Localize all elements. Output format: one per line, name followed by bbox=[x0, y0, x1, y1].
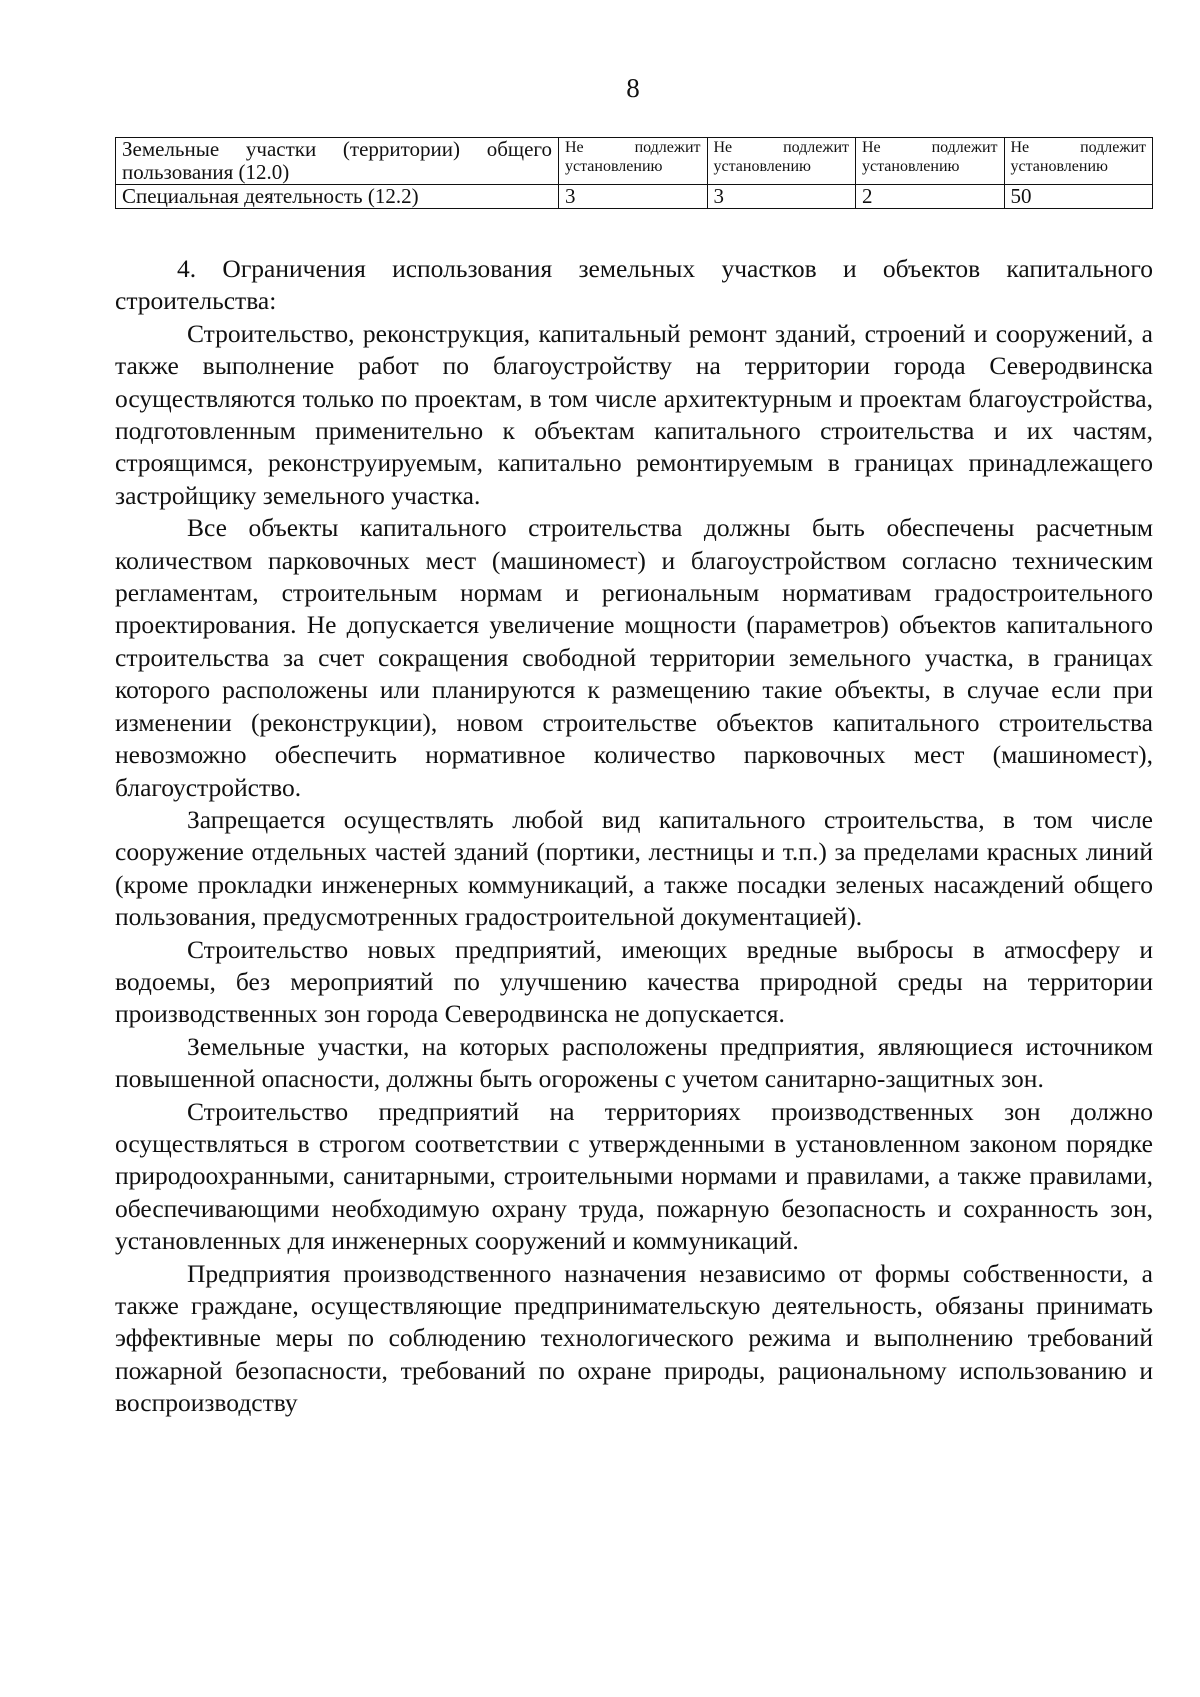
table-cell-value: Не подлежит установлению bbox=[707, 138, 856, 185]
paragraph: Строительство, реконструкция, капитальный ремонт зданий, строений и сооружений, а также выполнение работ по благоустройству на территории города Северодвинска осуществляются только по проектам, в том числе архитектурным и проектам благоустройства, подготовленным применительно к объектам капитального строительства и их частям, строящимся, реконструируемым, капитально ремонтируемым в границах принадлежащего застройщику земельного участка. bbox=[115, 318, 1153, 510]
table-cell-value: Не подлежит установлению bbox=[559, 138, 708, 185]
paragraph: Строительство предприятий на территориях производственных зон должно осуществляться в строгом соответствии с утвержденными в установленном законом порядке природоохранными, санитарными, строительными нормами и правилами, а также правилами, обеспечивающими необходимую охрану труда, пожарную безопасность и сохранность зон, установленных для инженерных сооружений и коммуникаций. bbox=[115, 1096, 1153, 1256]
table-cell-value: Не подлежит установлению bbox=[1004, 138, 1153, 185]
table-cell-zone-name: Земельные участки (территории) общего пользования (12.0) bbox=[116, 138, 559, 185]
paragraph: Запрещается осуществлять любой вид капитального строительства, в том числе сооружение отдельных частей зданий (портики, лестницы и т.п.) за пределами красных линий (кроме прокладки инженерных коммуникаций, а также посадки зеленых насаждений общего пользования, предусмотренных градостроительной документацией). bbox=[115, 804, 1153, 932]
table-row bbox=[116, 138, 1153, 185]
table-cell-value: 50 bbox=[1004, 185, 1153, 209]
section-heading: 4. Ограничения использования земельных участков и объектов капитального строительства: bbox=[115, 254, 1153, 316]
document-body bbox=[115, 253, 1153, 1420]
zone-parameters-table bbox=[115, 137, 1153, 209]
page-number: 8 bbox=[626, 73, 640, 103]
paragraph: Все объекты капитального строительства должны быть обеспечены расчетным количеством парковочных мест (машиномест) и благоустройством согласно техническим регламентам, строительным нормам и региональным нормативам градостроительного проектирования. Не допускается увеличение мощности (параметров) объектов капитального строительства за счет сокращения свободной территории земельного участка, в границах которого расположены или планируются к размещению такие объекты, в случае если при изменении (реконструкции), новом строительстве объектов капитального строительства невозможно обеспечить нормативное количество парковочных мест (машиномест), благоустройство. bbox=[115, 513, 1153, 802]
paragraph: Строительство новых предприятий, имеющих вредные выбросы в атмосферу и водоемы, без мероприятий по улучшению качества природной среды на территории производственных зон города Северодвинска не допускается. bbox=[115, 934, 1153, 1029]
paragraph: Земельные участки, на которых расположены предприятия, являющиеся источником повышенной опасности, должны быть огорожены с учетом санитарно-защитных зон. bbox=[115, 1031, 1153, 1094]
table-cell-value: 3 bbox=[559, 185, 708, 209]
table-cell-value: 3 bbox=[707, 185, 856, 209]
table-row bbox=[116, 185, 1153, 209]
paragraph: Предприятия производственного назначения независимо от формы собственности, а также граждане, осуществляющие предпринимательскую деятельность, обязаны принимать эффективные меры по соблюдению технологического режима и выполнению требований пожарной безопасности, требований по охране природы, рациональному использованию и воспроизводству bbox=[115, 1258, 1153, 1418]
table-cell-value: Не подлежит установлению bbox=[856, 138, 1005, 185]
table-cell-zone-name: Специальная деятельность (12.2) bbox=[116, 185, 559, 209]
table-cell-value: 2 bbox=[856, 185, 1005, 209]
